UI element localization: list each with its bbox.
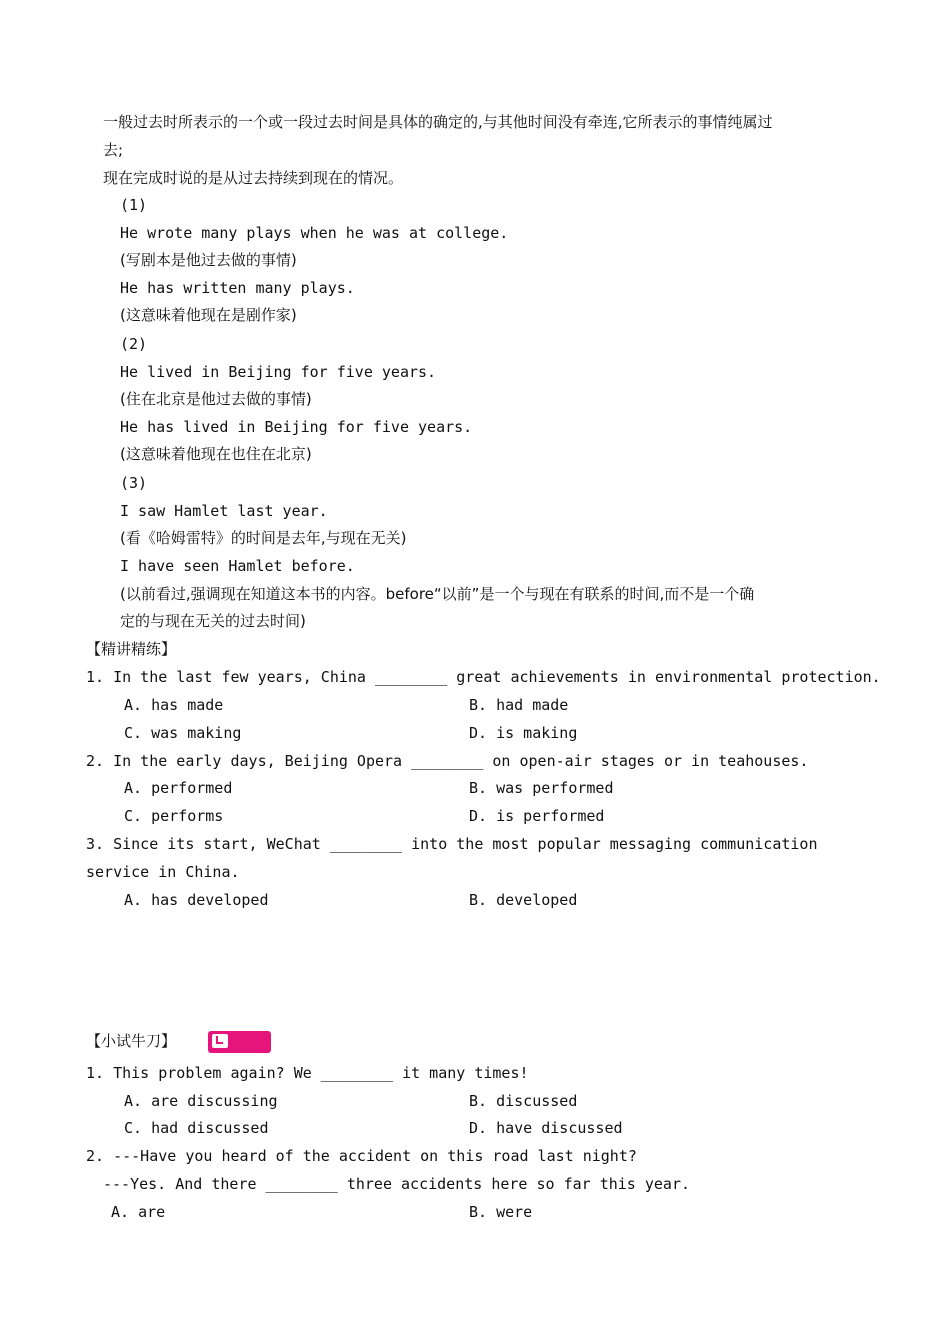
example-number: (3) <box>120 474 148 492</box>
question-stem: 2. ---Have you heard of the accident on this road last night? <box>86 1147 637 1165</box>
option-a: A. are discussing <box>124 1092 278 1110</box>
option-d: D. is making <box>469 724 578 742</box>
option-a: A. has made <box>124 696 224 714</box>
option-a: A. has developed <box>124 891 269 909</box>
timer-badge <box>208 1031 271 1053</box>
example-number: (1) <box>120 196 148 214</box>
option-b: B. was performed <box>469 779 614 797</box>
example-number: (2) <box>120 335 148 353</box>
example-sentence: He has written many plays. <box>120 279 355 297</box>
option-c: C. had discussed <box>124 1119 269 1137</box>
option-b: B. developed <box>469 891 578 909</box>
question-stem-continued: ---Yes. And there ________ three accidents here so far this year. <box>103 1175 690 1193</box>
example-note: (住在北京是他过去做的事情) <box>120 390 312 408</box>
example-sentence: I saw Hamlet last year. <box>120 502 328 520</box>
question-stem: 1. In the last few years, China ________ great achievements in environmental protection. <box>86 668 881 686</box>
example-sentence: I have seen Hamlet before. <box>120 557 355 575</box>
question-stem: 1. This problem again? We ________ it many times! <box>86 1064 529 1082</box>
question-stem: 3. Since its start, WeChat ________ into the most popular messaging communication <box>86 835 818 853</box>
example-sentence: He has lived in Beijing for five years. <box>120 418 473 436</box>
question-stem-continued: service in China. <box>86 863 240 881</box>
option-c: C. performs <box>124 807 224 825</box>
explanation-line: 去; <box>103 141 124 159</box>
example-note: (这意味着他现在也住在北京) <box>120 445 312 463</box>
example-sentence: He wrote many plays when he was at college. <box>120 224 509 242</box>
explanation-line: 一般过去时所表示的一个或一段过去时间是具体的确定的,与其他时间没有牵连,它所表示的事情纯属过 <box>103 113 773 131</box>
section-heading: 【精讲精练】 <box>86 640 177 658</box>
option-a: A. performed <box>124 779 233 797</box>
example-note: (看《哈姆雷特》的时间是去年,与现在无关) <box>120 529 407 547</box>
example-note: (以前看过,强调现在知道这本书的内容。before“以前”是一个与现在有联系的时间,而不是一个确 <box>120 585 755 603</box>
section-heading: 【小试牛刀】 <box>86 1032 177 1050</box>
option-b: B. discussed <box>469 1092 578 1110</box>
example-sentence: He lived in Beijing for five years. <box>120 363 437 381</box>
question-stem: 2. In the early days, Beijing Opera ________ on open-air stages or in teahouses. <box>86 752 809 770</box>
option-c: C. was making <box>124 724 242 742</box>
option-d: D. is performed <box>469 807 605 825</box>
clock-icon <box>212 1034 228 1048</box>
example-note: 定的与现在无关的过去时间) <box>120 612 306 630</box>
example-note: (这意味着他现在是剧作家) <box>120 306 297 324</box>
example-note: (写剧本是他过去做的事情) <box>120 251 297 269</box>
option-b: B. had made <box>469 696 569 714</box>
option-a: A. are <box>111 1203 166 1221</box>
explanation-line: 现在完成时说的是从过去持续到现在的情况。 <box>103 169 404 187</box>
option-d: D. have discussed <box>469 1119 623 1137</box>
option-b: B. were <box>469 1203 533 1221</box>
